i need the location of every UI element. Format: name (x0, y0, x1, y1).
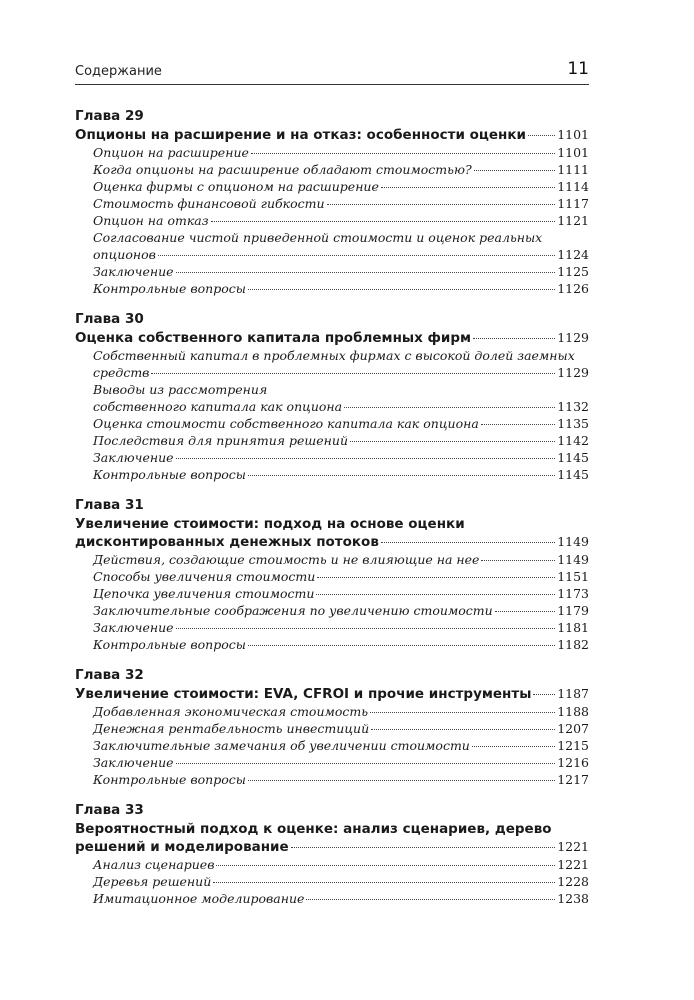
dot-leader (176, 763, 556, 764)
dot-leader (176, 272, 556, 273)
chapter-title (75, 329, 589, 347)
toc-entry (93, 619, 589, 636)
toc-entry (93, 720, 589, 737)
toc-entry-title: Заключительные замечания об увеличении стоимости (93, 738, 470, 753)
toc-entry (93, 754, 589, 771)
dot-leader (176, 458, 556, 459)
chapter-title-text: Увеличение стоимости: EVA, CFROI и прочие инструменты (75, 686, 532, 702)
toc-entry (93, 873, 589, 890)
toc-entry-row (93, 720, 589, 737)
toc-entry (93, 415, 589, 432)
toc-entry-page: 1179 (557, 603, 589, 618)
toc-entry (93, 703, 589, 720)
toc-entry-page: 1173 (557, 586, 589, 601)
dot-leader (176, 628, 556, 629)
toc-entry (93, 551, 589, 568)
toc-entry-row (93, 178, 589, 195)
toc-entry (93, 178, 589, 195)
toc-entry-row (93, 568, 589, 585)
toc-entry-page: 1111 (557, 162, 589, 177)
toc-entry-row (93, 737, 589, 754)
toc-entry-row (93, 636, 589, 653)
chapter-title (75, 126, 589, 144)
toc-entry-page: 1117 (557, 196, 589, 211)
dot-leader (216, 865, 555, 866)
chapter-title-text: Оценка собственного капитала проблемных фирм (75, 330, 472, 346)
dot-leader (481, 424, 555, 425)
toc-entry-title: Контрольные вопросы (93, 637, 246, 652)
dot-leader (533, 694, 555, 695)
toc-entry (93, 347, 589, 381)
chapter-page-number: 1129 (557, 330, 589, 345)
toc-entry (93, 890, 589, 907)
toc-entry-page: 1215 (557, 738, 589, 753)
toc-entry-page: 1101 (557, 145, 589, 160)
dot-leader (158, 255, 555, 256)
toc-entry-title: Добавленная экономическая стоимость (93, 704, 369, 719)
running-header-section: Содержание (75, 64, 162, 79)
dot-leader (350, 441, 555, 442)
toc-entry-page: 1132 (557, 399, 589, 414)
toc-entry-title: Заключение (93, 264, 174, 279)
toc-entry-title: Опцион на расширение (93, 145, 249, 160)
toc-entry-row (93, 364, 589, 381)
toc-entry-row (93, 432, 589, 449)
toc-entry-title: Оценка стоимости собственного капитала как опциона (93, 416, 479, 431)
toc-entry (93, 568, 589, 585)
toc-entry-page: 1145 (557, 467, 589, 482)
dot-leader (528, 135, 555, 136)
dot-leader (248, 289, 555, 290)
toc-entry-row (93, 890, 589, 907)
dot-leader (473, 338, 555, 339)
dot-leader (211, 221, 556, 222)
toc-entry-row (93, 856, 589, 873)
dot-leader (248, 475, 555, 476)
toc-entry-row (93, 415, 589, 432)
chapter-block (75, 667, 589, 788)
toc-entry-page: 1207 (557, 721, 589, 736)
toc-entry-line: Выводы из рассмотрения (93, 382, 268, 397)
chapter-label: Глава 29 (75, 108, 144, 124)
toc-entry-row (93, 585, 589, 602)
toc-entry (93, 229, 589, 263)
dot-leader (495, 611, 555, 612)
dot-leader (291, 847, 556, 848)
toc-entry (93, 381, 589, 415)
toc-entry-line: Согласование чистой приведенной стоимости и оценок реальных (93, 230, 543, 245)
toc-entry-row (93, 703, 589, 720)
toc-entry (93, 602, 589, 619)
toc-entry-page: 1181 (557, 620, 589, 635)
toc-entry-title: средств (93, 365, 150, 380)
toc-entry-title: Контрольные вопросы (93, 467, 246, 482)
toc-entry-page: 1217 (557, 772, 589, 787)
toc-entry-title: Последствия для принятия решений (93, 433, 349, 448)
toc-entry-title: Заключение (93, 620, 174, 635)
toc-entry-page: 1228 (557, 874, 589, 889)
toc-entry-row (93, 619, 589, 636)
toc-entry-row (93, 195, 589, 212)
toc-entry-row (93, 212, 589, 229)
toc-entry-page: 1114 (557, 179, 589, 194)
toc-entry-title: Способы увеличения стоимости (93, 569, 316, 584)
dot-leader (317, 577, 555, 578)
dot-leader (306, 899, 555, 900)
toc-entry-title: Стоимость финансовой гибкости (93, 196, 325, 211)
page-number: 11 (567, 59, 589, 79)
toc-entry-title: Опцион на отказ (93, 213, 209, 228)
toc-entry-page: 1121 (557, 213, 589, 228)
toc-entry-title: Действия, создающие стоимость и не влияющие на нее (93, 552, 480, 567)
toc-entry-title: Имитационное моделирование (93, 891, 305, 906)
chapter-title-text: дисконтированных денежных потоков (75, 534, 379, 550)
toc-entry-page: 1151 (557, 569, 589, 584)
chapter-title-entry (75, 329, 589, 347)
toc-entry-page: 1238 (557, 891, 589, 906)
toc-entry-title: Оценка фирмы с опционом на расширение (93, 179, 379, 194)
section-list (75, 347, 589, 483)
toc-entry-title: Контрольные вопросы (93, 772, 246, 787)
chapter-label: Глава 31 (75, 497, 144, 513)
dot-leader (370, 712, 555, 713)
chapter-page-number: 1221 (557, 839, 589, 854)
toc-entry (93, 280, 589, 297)
toc-entry (93, 161, 589, 178)
section-list (75, 144, 589, 297)
chapter-title-entry (75, 685, 589, 703)
dot-leader (213, 882, 555, 883)
dot-leader (248, 645, 555, 646)
chapter-page-number: 1101 (557, 127, 589, 142)
section-list (75, 551, 589, 653)
chapter-title-line: Увеличение стоимости: подход на основе оценки (75, 516, 465, 532)
toc-entry (93, 585, 589, 602)
toc-entry-page: 1125 (557, 264, 589, 279)
chapter-title-text: решений и моделирование (75, 839, 289, 855)
chapter-page-number: 1187 (557, 686, 589, 701)
toc-entry-title: Анализ сценариев (93, 857, 215, 872)
dot-leader (381, 187, 555, 188)
toc-entry-row (93, 280, 589, 297)
toc-entry-title: Денежная рентабельность инвестиций (93, 721, 370, 736)
toc-entry-title: Цепочка увеличения стоимости (93, 586, 315, 601)
chapter-title-line: Вероятностный подход к оценке: анализ сценариев, дерево (75, 821, 552, 837)
toc-entry-row (93, 602, 589, 619)
chapter-label: Глава 30 (75, 311, 144, 327)
toc-entry (93, 144, 589, 161)
chapter-block (75, 802, 589, 907)
chapter-label: Глава 33 (75, 802, 144, 818)
toc-entry (93, 636, 589, 653)
toc-entry-page: 1216 (557, 755, 589, 770)
dot-leader (371, 729, 555, 730)
table-of-contents (75, 108, 589, 921)
toc-entry-row (93, 161, 589, 178)
dot-leader (481, 560, 555, 561)
toc-entry-page: 1182 (557, 637, 589, 652)
chapter-title (75, 515, 589, 551)
dot-leader (248, 780, 555, 781)
dot-leader (251, 153, 555, 154)
chapter-block (75, 497, 589, 653)
dot-leader (472, 746, 555, 747)
toc-entry-row (93, 873, 589, 890)
toc-entry (93, 449, 589, 466)
toc-entry-row (93, 771, 589, 788)
toc-entry (93, 432, 589, 449)
section-list (75, 703, 589, 788)
section-list (75, 856, 589, 907)
toc-entry (93, 856, 589, 873)
toc-entry-title: Контрольные вопросы (93, 281, 246, 296)
chapter-title-entry (75, 533, 589, 551)
toc-entry-page: 1188 (557, 704, 589, 719)
toc-entry (93, 195, 589, 212)
toc-entry (93, 212, 589, 229)
dot-leader (316, 594, 555, 595)
toc-entry-page: 1129 (557, 365, 589, 380)
chapter-title-text: Опционы на расширение и на отказ: особенности оценки (75, 127, 526, 143)
chapter-block (75, 108, 589, 297)
chapter-title (75, 820, 589, 856)
toc-entry-line: Собственный капитал в проблемных фирмах с высокой долей заемных (93, 348, 575, 363)
toc-entry (93, 771, 589, 788)
chapter-title-entry (75, 838, 589, 856)
toc-entry-row (93, 144, 589, 161)
toc-entry-row (93, 449, 589, 466)
dot-leader (381, 542, 555, 543)
toc-entry-row (93, 263, 589, 280)
chapter-title-entry (75, 126, 589, 144)
toc-entry (93, 737, 589, 754)
toc-entry-row (93, 246, 589, 263)
toc-entry-title: Заключение (93, 450, 174, 465)
dot-leader (151, 373, 555, 374)
toc-entry-title: Заключение (93, 755, 174, 770)
dot-leader (344, 407, 555, 408)
toc-entry-title: собственного капитала как опциона (93, 399, 343, 414)
toc-entry (93, 466, 589, 483)
toc-entry-page: 1145 (557, 450, 589, 465)
toc-entry-page: 1221 (557, 857, 589, 872)
toc-entry-title: опционов (93, 247, 156, 262)
toc-entry-page: 1126 (557, 281, 589, 296)
running-header (75, 58, 589, 85)
chapter-label: Глава 32 (75, 667, 144, 683)
dot-leader (327, 204, 556, 205)
toc-entry (93, 263, 589, 280)
toc-entry-page: 1142 (557, 433, 589, 448)
dot-leader (474, 170, 556, 171)
toc-entry-row (93, 398, 589, 415)
toc-entry-page: 1124 (557, 247, 589, 262)
toc-entry-page: 1135 (557, 416, 589, 431)
chapter-block (75, 311, 589, 483)
toc-entry-title: Деревья решений (93, 874, 212, 889)
toc-entry-page: 1149 (557, 552, 589, 567)
toc-entry-row (93, 754, 589, 771)
toc-entry-title: Заключительные соображения по увеличению стоимости (93, 603, 493, 618)
toc-entry-row (93, 551, 589, 568)
toc-entry-row (93, 466, 589, 483)
chapter-title (75, 685, 589, 703)
toc-entry-title: Когда опционы на расширение обладают стоимостью? (93, 162, 472, 177)
chapter-page-number: 1149 (557, 534, 589, 549)
